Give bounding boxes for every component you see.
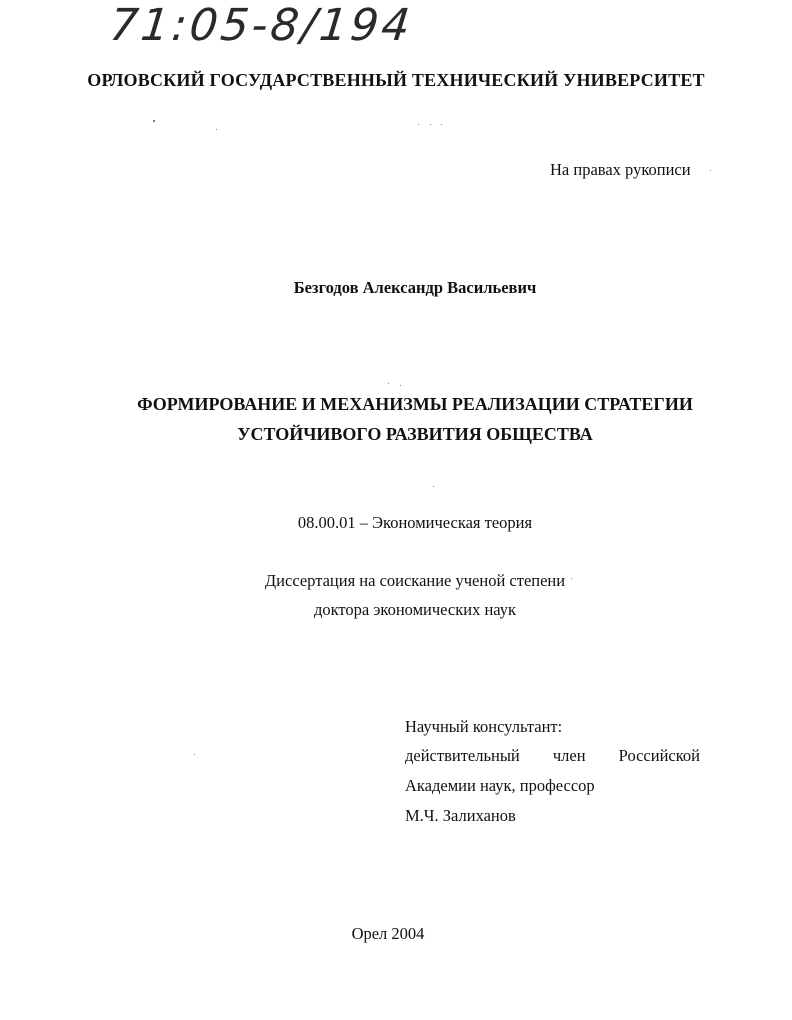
rights-note: На правах рукописи — [550, 160, 691, 179]
scan-speck — [430, 124, 431, 125]
scan-speck — [418, 124, 419, 125]
scan-speck — [194, 754, 195, 755]
scan-speck — [571, 578, 572, 579]
scan-speck — [400, 385, 401, 386]
scan-speck — [441, 124, 442, 125]
consultant-title-line-2: Академии наук, профессор — [405, 776, 595, 795]
thesis-title-line-2: УСТОЙЧИВОГО РАЗВИТИЯ ОБЩЕСТВА — [237, 424, 593, 444]
author-name: Безгодов Александр Васильевич — [293, 278, 537, 297]
specialty-code: 08.00.01 – Экономическая теория — [297, 513, 533, 532]
handwritten-catalog-number: 71:05-8/194 — [107, 0, 416, 51]
scan-speck — [153, 120, 155, 122]
scan-speck — [433, 486, 434, 487]
consultant-title-line-1: действительный член Российской — [405, 746, 700, 765]
thesis-title-line-1: ФОРМИРОВАНИЕ И МЕХАНИЗМЫ РЕАЛИЗАЦИИ СТРАТЕГИИ — [137, 394, 693, 414]
scan-speck — [216, 129, 217, 130]
consultant-name: М.Ч. Залиханов — [405, 806, 516, 825]
scan-speck — [710, 170, 711, 171]
consultant-label: Научный консультант: — [405, 717, 563, 736]
degree-line-2: доктора экономических наук — [313, 600, 517, 619]
scan-speck — [388, 383, 389, 384]
degree-line-1: Диссертация на соискание ученой степени — [264, 571, 566, 590]
city-year: Орел 2004 — [351, 924, 425, 943]
university-name: ОРЛОВСКИЙ ГОСУДАРСТВЕННЫЙ ТЕХНИЧЕСКИЙ УНИВЕРСИТЕТ — [87, 70, 705, 90]
